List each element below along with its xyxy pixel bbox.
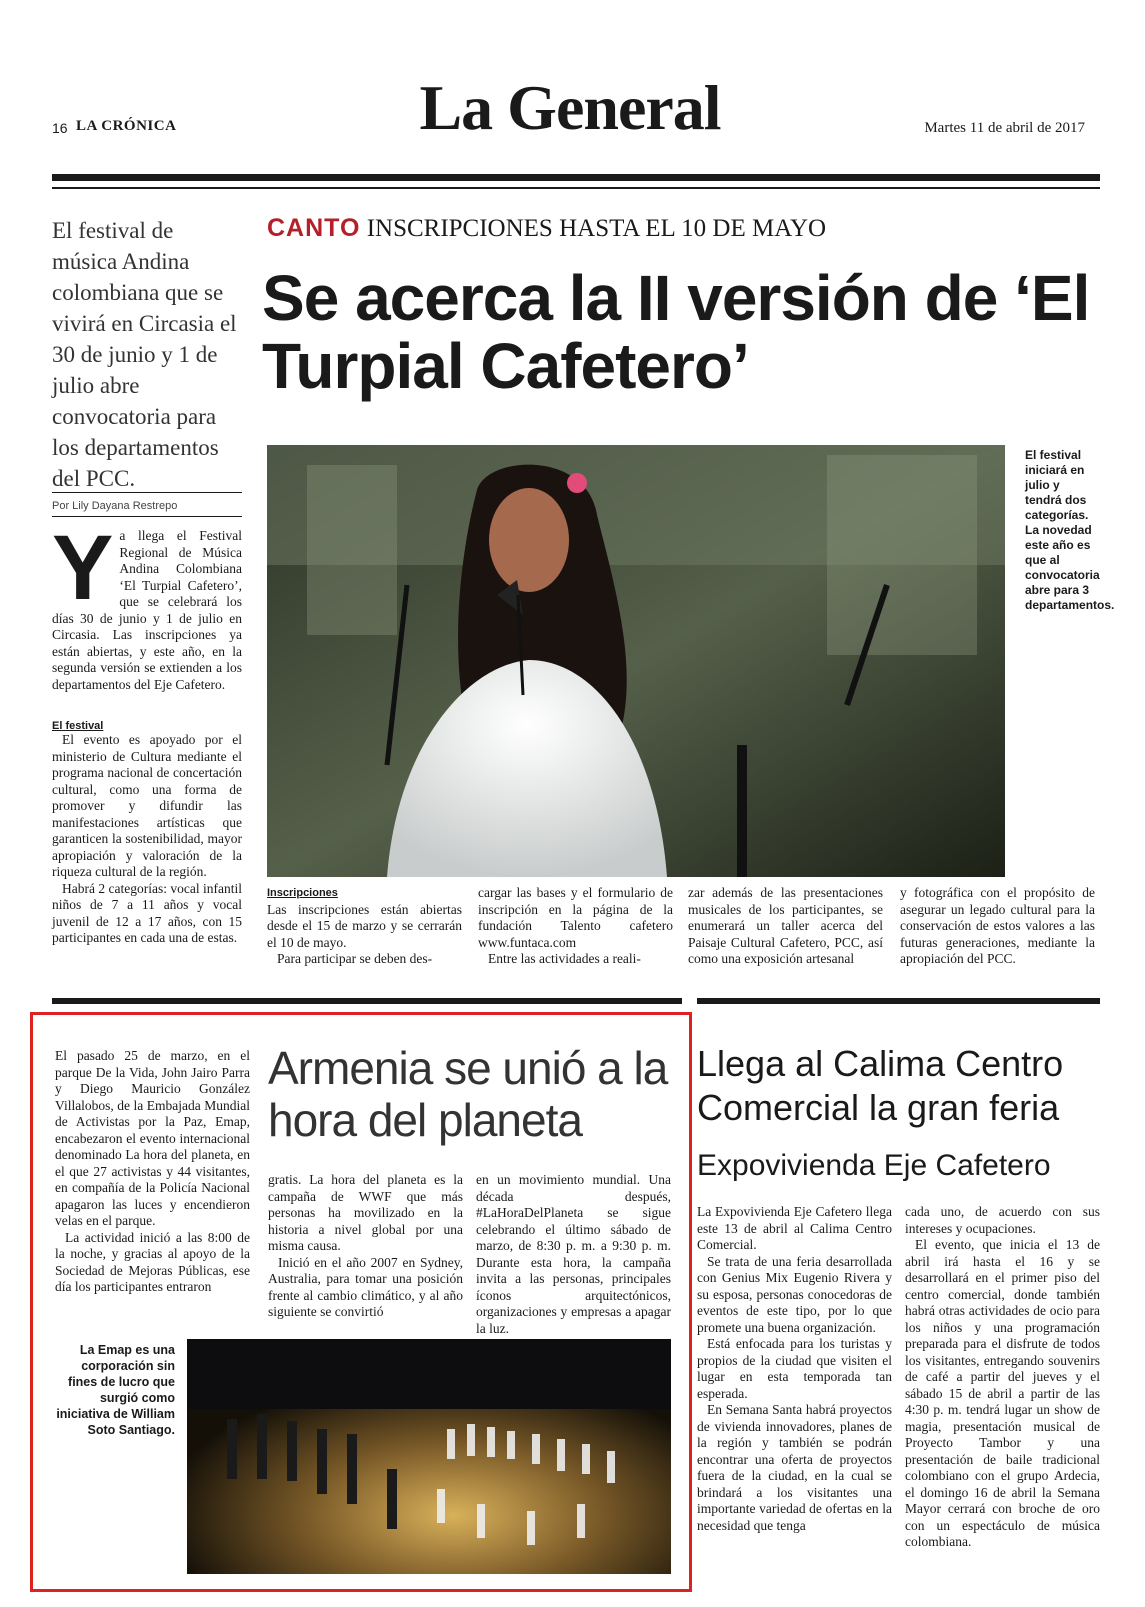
singer-photo [267,445,1005,877]
section-rule [697,998,1100,1004]
byline: Por Lily Dayana Restrepo [52,500,178,512]
kicker-label: CANTO [267,214,361,242]
candles-photo [187,1339,671,1574]
kicker [267,214,826,243]
calima-paragraph-4: En Semana Santa habrá proyectos de vivienda innovadores, planes de la región y también se podrán encontrar una oferta de proyectos fuera de la ciudad, en la cual se brindará a los visitantes una importante variedad de ofertas en la necesidad que tenga [697,1402,892,1533]
article-column-4: y fotográfica con el propósito de asegurar un legado cultural para la conservación de estos valores a las futuras generaciones, mediante la apropiación del PCC. [900,885,1095,966]
armenia-column-1 [55,1048,250,1296]
column-2-paragraph-1: cargar las bases y el formulario de inscripción en la página de la fundación Talento cafetero www.funtaca.com [478,885,673,950]
main-headline: Se acerca la II versión de ‘El Turpial Cafetero’ [262,262,1090,402]
issue-date: Martes 11 de abril de 2017 [924,120,1085,136]
calima-paragraph-3: Está enfocada para los turistas y propios de la ciudad que visiten el lugar en esta temporada tan esperada. [697,1336,892,1401]
candles-photo-image [187,1339,671,1574]
calima-column-2 [905,1204,1100,1551]
subhead-festival: El festival [52,720,104,732]
paper-name: LA CRÓNICA [76,118,177,134]
armenia-paragraph-4: Inició en el año 2007 en Sydney, Australia, para tomar una posición frente al cambio climático, y al año siguiente se convirtió [268,1254,463,1319]
armenia-column-3: en un movimiento mundial. Una década después, #LaHoraDelPlaneta se sigue celebrando el último sábado de marzo, de 8:30 p. m. a 9:30 p. m. Durante esta hora, la campaña invita a las personas, principales íconos arquitectónicos, organizaciones y empresas a apagar la luz. [476,1172,671,1336]
inscripciones-column [267,885,462,968]
article-column-3: zar además de las presentaciones musicales de los participantes, se enumerará un taller acerca del Paisaje Cultural Cafetero, PCC, así como una exposición artesanal [688,885,883,966]
kicker-text: INSCRIPCIONES HASTA EL 10 DE MAYO [366,215,827,242]
masthead-rule-thin [52,187,1100,189]
festival-paragraph-2: Habrá 2 categorías: vocal infantil niños de 7 a 11 años y vocal juvenil de 12 a 17 años, con 15 participantes en cada una de estas. [52,880,242,945]
singer-photo-image [267,445,1005,877]
page-number: 16 [52,120,68,136]
calima-subheadline: Expovivienda Eje Cafetero [697,1149,1051,1182]
masthead-rule [52,174,1100,181]
divider [52,492,242,493]
armenia-paragraph-3: gratis. La hora del planeta es la campaña de WWF que más personas ha movilizado en la historia a nivel global por una misma causa. [268,1172,463,1253]
subhead-inscripciones: Inscripciones [267,887,338,899]
article-column-2 [478,885,673,968]
calima-paragraph-2: Se trata de una feria desarrollada con Genius Mix Eugenio Rivera y su esposa, personas conocedoras de eventos de este tipo, por lo que promete una buena organización. [697,1253,892,1335]
calima-paragraph-5: cada uno, de acuerdo con sus intereses y ocupaciones. [905,1204,1100,1236]
intro-text: a llega el Festival Regional de Música Andina Colombiana ‘El Turpial Cafetero’, que se celebrará los días 30 de junio y 1 de julio en Circasia. Las inscripciones ya están abiertas, y este año, en la segunda versión se extienden a los departamentos del Eje Cafetero. [52,528,242,692]
inscripciones-paragraph-1: Las inscripciones están abiertas desde el 15 de marzo y se cerrarán el 10 de mayo. [267,901,462,950]
armenia-paragraph-1: El pasado 25 de marzo, en el parque De la Vida, John Jairo Parra y Diego Mauricio González Villalobos, de la Embajada Mundial de Activistas por la Paz, Emap, encabezaron el evento internacional denominado La hora del planeta, en el que 27 activistas y 44 visitantes, en compañía de la Policía Nacional apagaron las luces y encendieron velas en el parque. [55,1048,250,1228]
calima-headline: Llega al Calima Centro Comercial la gran feria [697,1043,1064,1128]
photo-caption: El festival iniciará en julio y tendrá dos categorías. La novedad este año es que al convocatoria abre para 3 departamentos. [1025,448,1115,612]
inscripciones-paragraph-2: Para participar se deben des- [277,951,433,966]
festival-section [52,714,242,947]
armenia-paragraph-2: La actividad inició a las 8:00 de la noche, y gracias al apoyo de la Sociedad de Mejoras Públicas, ese día los participantes entraron [55,1229,250,1294]
festival-paragraph-1: El evento es apoyado por el ministerio de Cultura mediante el programa nacional de concertación cultural, como una forma de promover y difundir las manifestaciones artísticas que garanticen la sostenibilidad, mayor apropiación y valoración de la riqueza cultural de la región. [52,732,242,879]
story-intro [52,517,242,693]
column-2-paragraph-2: Entre las actividades a reali- [488,951,641,966]
section-title: La General [419,72,721,143]
armenia-headline: Armenia se unió a la hora del planeta [268,1042,668,1146]
dropcap: Y [52,517,114,619]
armenia-column-2 [268,1172,463,1321]
story-lede: El festival de música Andina colombiana que se vivirá en Circasia el 30 de junio y 1 de julio abre convocatoria para los departamentos del PCC. [52,218,237,491]
calima-paragraph-1: La Expovivienda Eje Cafetero llega este 13 de abril al Calima Centro Comercial. [697,1204,892,1252]
calima-column-1 [697,1204,892,1534]
calima-paragraph-6: El evento, que inicia el 13 de abril irá hasta el 16 y se desarrollará en el primer piso del centro comercial, donde también habrá otras actividades de ocio para los niños y una programación preparada para el disfrute de todos los visitantes, entregando souvenirs de café a partir del jueves y el sábado 15 de abril a partir de las 4:30 p. m. tendrá lugar un show de magia, presentación musical de Proyecto Tambor y una presentación de baile tradicional colombiano con el grupo Ardecia, el domingo 16 de abril la Semana Mayor cerrará con broche de oro con un espectáculo de música colombiana. [905,1237,1100,1549]
section-rule [52,998,682,1004]
armenia-photo-caption: La Emap es una corporación sin fines de lucro que surgió como iniciativa de William Soto Santiago. [56,1343,175,1437]
